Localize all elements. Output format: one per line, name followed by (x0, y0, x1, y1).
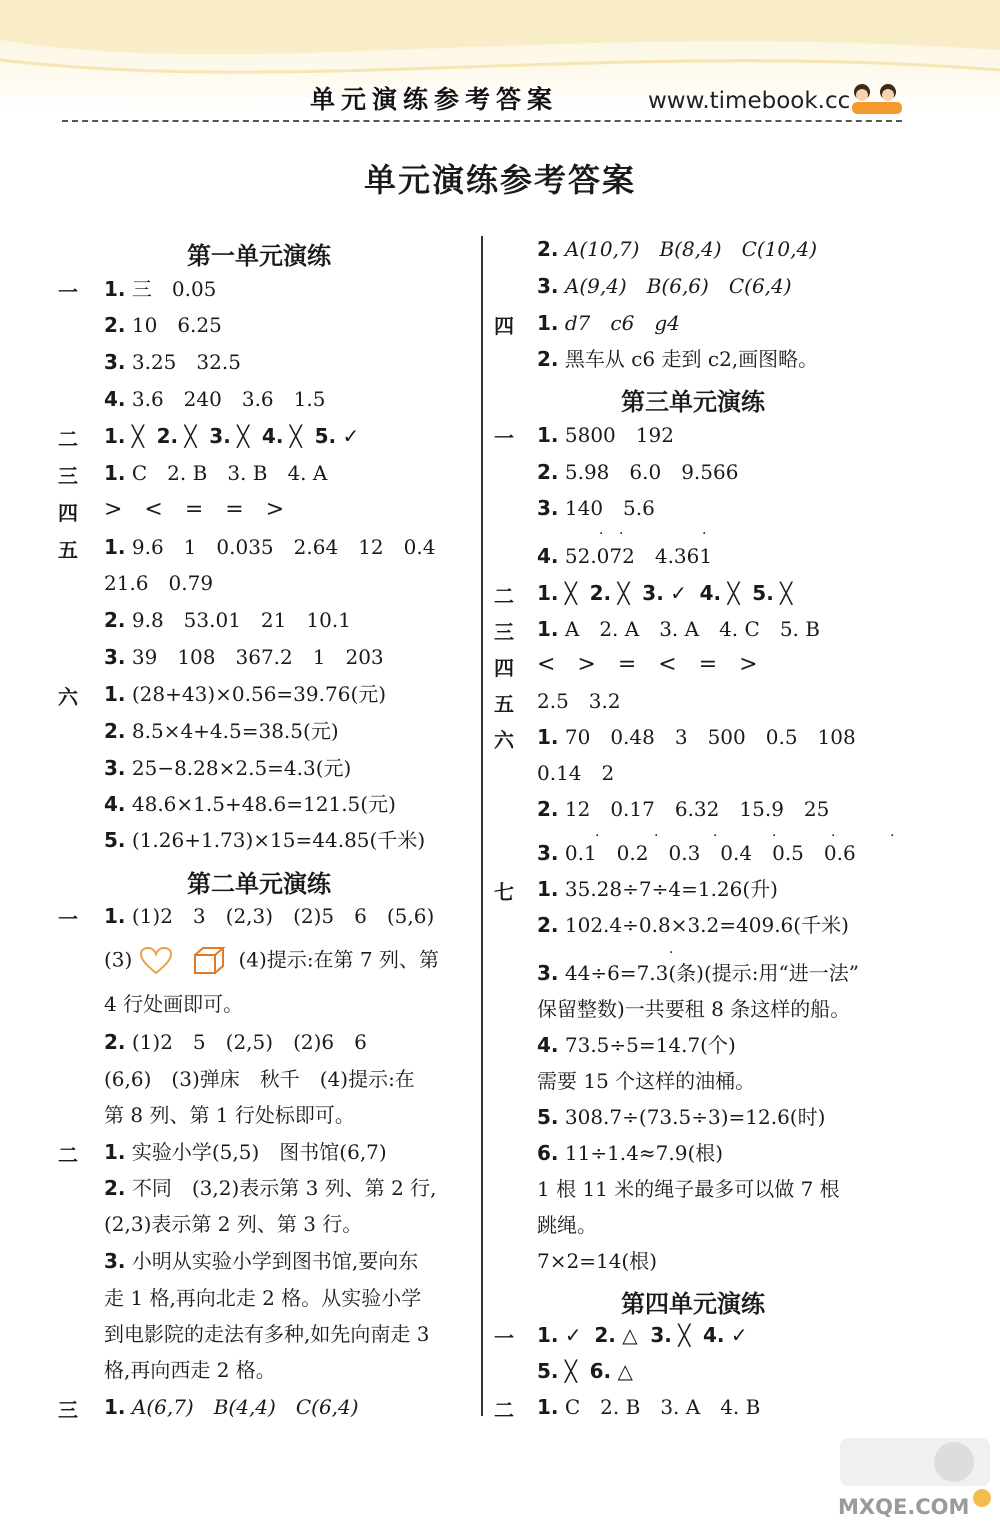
answer-text: A(10,7) B(8,4) C(10,4) (564, 237, 818, 261)
answer-line: 2. 9.8 53.01 21 10.1 (104, 608, 351, 632)
answer-text: (6,6) (3)弹床 秋千 (4)提示:在 (104, 1067, 415, 1091)
answer-text: (2,3)表示第 2 列、第 3 行。 (104, 1212, 363, 1236)
answer-text: 0.14 2 (537, 761, 615, 785)
answer-line: 2. 102.4÷0.8×3.2=409.6(千米) (537, 913, 849, 937)
answer-line: 1. ╳ 2. ╳ 3. ✓ 4. ╳ 5. ╳ (537, 581, 793, 605)
answer-line: 1. A(6,7) B(4,4) C(6,4) (104, 1395, 359, 1419)
answer-text: 4 行处画即可。 (104, 992, 244, 1016)
answer-text: (1)2 3 (2,3) (2)5 6 (5,6) (131, 904, 435, 928)
answer-line: 1. 9.6 1 0.035 2.64 12 0.4 (104, 535, 436, 559)
answer-line: 2. (1)2 5 (2,5) (2)6 6 (104, 1030, 367, 1054)
answer-line: 2. 8.5×4+4.5=38.5(元) (104, 719, 339, 743)
answer-text: 73.5÷5=14.7(个) (564, 1033, 736, 1057)
answer-text: (4)提示:在第 7 列、第 (238, 947, 439, 972)
answer-line: 3. 3.25 32.5 (104, 350, 241, 374)
answer-text: 12 0.17 6.32 15.9 25 (564, 797, 830, 821)
answer-line: 1. ✓ 2. △ 3. ╳ 4. ✓ (537, 1323, 748, 1347)
answer-line: 4. 52.072 4.361 (537, 544, 713, 568)
cross-icon: ╳ (564, 1359, 577, 1383)
section-label: 二 (58, 427, 78, 451)
answer-line: 5. 308.7÷(73.5÷3)=12.6(时) (537, 1105, 826, 1129)
answer-text: 39 108 367.2 1 203 (131, 645, 384, 669)
answer-text: 小明从实验小学到图书馆,要向东 (131, 1249, 419, 1273)
column-divider (481, 236, 483, 1416)
answer-line: 4. 48.6×1.5+48.6=121.5(元) (104, 792, 396, 816)
page-title: 单元演练参考答案 (363, 161, 636, 199)
check-icon: ✓ (342, 424, 360, 448)
answer-text: 8.5×4+4.5=38.5(元) (131, 719, 339, 743)
unit-heading-4: 第四单元演练 (621, 1290, 765, 1318)
unit-heading-2: 第二单元演练 (187, 870, 331, 898)
answer-text: 140 5.6 (564, 496, 655, 520)
answer-line: 3. 44÷6=7.3(条)(提示:用“进一法” (537, 961, 859, 985)
check-icon: ✓ (564, 1323, 582, 1347)
section-label: 一 (494, 1326, 514, 1350)
answer-line: 2. 10 6.25 (104, 313, 222, 337)
answer-line: 3. 0.1 0.2 0.3 0.4 0.5 0.6 (537, 841, 856, 865)
answer-text: A(6,7) B(4,4) C(6,4) (131, 1395, 359, 1419)
repeating-dot: · (702, 526, 707, 542)
answer-text: 44÷6=7.3(条)(提示:用“进一法” (564, 961, 859, 985)
answer-text: 不同 (3,2)表示第 3 列、第 2 行, (131, 1176, 437, 1200)
answer-text: 第 8 列、第 1 行处标即可。 (104, 1103, 355, 1127)
answer-line: 1. 70 0.48 3 500 0.5 108 (537, 725, 856, 749)
answer-text: 需要 15 个这样的油桶。 (537, 1069, 756, 1093)
repeating-dot: · (890, 828, 895, 844)
cross-icon: ╳ (184, 424, 197, 448)
watermark-text: MXQE.COM (838, 1495, 970, 1519)
section-label: 一 (58, 907, 78, 931)
answer-text: (1)2 5 (2,5) (2)6 6 (131, 1030, 367, 1054)
answer-text: d7 c6 g4 (564, 311, 680, 335)
heart-icon (139, 946, 173, 976)
answer-text: 5800 192 (564, 423, 674, 447)
answer-line: 1. (1)2 3 (2,3) (2)5 6 (5,6) (104, 904, 435, 928)
cube-icon (192, 946, 226, 976)
cross-icon: ╳ (289, 424, 302, 448)
answer-text: 9.6 1 0.035 2.64 12 0.4 (131, 535, 436, 559)
triangle-icon: △ (617, 1359, 633, 1383)
answer-line: 1. (28+43)×0.56=39.76(元) (104, 682, 387, 706)
cross-icon: ╳ (678, 1323, 691, 1347)
answer-text: (28+43)×0.56=39.76(元) (131, 682, 387, 706)
check-icon: ✓ (730, 1323, 748, 1347)
repeating-dot: · (654, 828, 659, 844)
answer-text: 实验小学(5,5) 图书馆(6,7) (131, 1140, 387, 1164)
section-label: 三 (58, 1398, 78, 1422)
answer-line: 5. (1.26+1.73)×15=44.85(千米) (104, 828, 426, 852)
cross-icon: ╳ (131, 424, 144, 448)
answer-line: 1. 实验小学(5,5) 图书馆(6,7) (104, 1140, 387, 1164)
answer-line: 5. ╳ 6. △ (537, 1359, 633, 1383)
section-label: 一 (58, 280, 78, 304)
answer-line: 2. 12 0.17 6.32 15.9 25 (537, 797, 830, 821)
section-label: 二 (58, 1143, 78, 1167)
answer-line: 3. 140 5.6 (537, 496, 655, 520)
answer-text: 35.28÷7÷4=1.26(升) (564, 877, 778, 901)
header-url: www.timebook.cc (648, 88, 851, 114)
answer-text: 跳绳。 (537, 1213, 597, 1237)
check-icon: ✓ (670, 581, 687, 605)
answer-text: 三 0.05 (131, 277, 217, 301)
answer-text: 308.7÷(73.5÷3)=12.6(时) (564, 1105, 826, 1129)
header-divider (62, 120, 902, 122)
section-label: 五 (58, 538, 78, 562)
section-label: 三 (494, 620, 514, 644)
answer-text: 52.072 4.361 (564, 544, 713, 568)
answer-text: 2.5 3.2 (537, 689, 621, 713)
section-label: 二 (494, 584, 514, 608)
answer-line: 1. C 2. B 3. B 4. A (104, 461, 328, 485)
repeating-dot: · (595, 828, 600, 844)
answer-text: 25−8.28×2.5=4.3(元) (131, 756, 352, 780)
answer-line: 1. ╳ 2. ╳ 3. ╳ 4. ╳ 5. ✓ (104, 424, 360, 448)
section-label: 七 (494, 880, 514, 904)
repeating-dot: · (599, 526, 604, 542)
answer-line: 4. 3.6 240 3.6 1.5 (104, 387, 326, 411)
answer-text: 9.8 53.01 21 10.1 (131, 608, 351, 632)
answer-text: C 2. B 3. A 4. B (564, 1395, 761, 1419)
answer-line: 2. 黑车从 c6 走到 c2,画图略。 (537, 347, 819, 371)
answer-line: (3) (4)提示:在第 7 列、第 (104, 946, 439, 976)
answer-text: > < = = > (104, 497, 285, 522)
cross-icon: ╳ (237, 424, 250, 448)
answer-line: 1. d7 c6 g4 (537, 311, 680, 335)
answer-line: 1. C 2. B 3. A 4. B (537, 1395, 761, 1419)
section-label: 四 (494, 656, 514, 680)
cross-icon: ╳ (727, 581, 740, 605)
answer-text: A(9,4) B(6,6) C(6,4) (564, 274, 792, 298)
section-label: 五 (494, 692, 514, 716)
answer-text: 3.25 32.5 (131, 350, 241, 374)
section-label: 六 (58, 685, 78, 709)
answer-line: 2. 5.98 6.0 9.566 (537, 460, 739, 484)
answer-text: 5.98 6.0 9.566 (564, 460, 739, 484)
repeating-dot: · (619, 526, 624, 542)
answer-text: < > = < = > (537, 652, 758, 677)
answer-line: 3. 39 108 367.2 1 203 (104, 645, 384, 669)
section-label: 三 (58, 464, 78, 488)
section-label: 二 (494, 1398, 514, 1422)
answer-text: 格,再向西走 2 格。 (104, 1358, 276, 1382)
section-label: 六 (494, 728, 514, 752)
section-label: 一 (494, 426, 514, 450)
answer-text: 黑车从 c6 走到 c2,画图略。 (564, 347, 819, 371)
answer-text: 0.1 0.2 0.3 0.4 0.5 0.6 (564, 841, 856, 865)
repeating-dot: · (831, 828, 836, 844)
answer-text: 走 1 格,再向北走 2 格。从实验小学 (104, 1286, 422, 1310)
kids-mascot-icon (842, 82, 912, 116)
repeating-dot: · (713, 828, 718, 844)
answer-line: 1. A 2. A 3. A 4. C 5. B (537, 617, 820, 641)
answer-text: 10 6.25 (131, 313, 222, 337)
repeating-dot: · (772, 828, 777, 844)
repeating-dot: · (669, 945, 674, 961)
answer-text: C 2. B 3. B 4. A (131, 461, 328, 485)
answer-text: 3.6 240 3.6 1.5 (131, 387, 326, 411)
cross-icon: ╳ (564, 581, 577, 605)
answer-line: 6. 11÷1.4≈7.9(根) (537, 1141, 724, 1165)
answer-text: A 2. A 3. A 4. C 5. B (564, 617, 820, 641)
answer-line: 3. A(9,4) B(6,6) C(6,4) (537, 274, 792, 298)
unit-heading-1: 第一单元演练 (187, 242, 331, 270)
section-label: 四 (494, 314, 514, 338)
watermark-logo (832, 1432, 998, 1520)
answer-line: 4. 73.5÷5=14.7(个) (537, 1033, 736, 1057)
answer-line: 2. A(10,7) B(8,4) C(10,4) (537, 237, 818, 261)
answer-text: 70 0.48 3 500 0.5 108 (564, 725, 856, 749)
answer-text: 11÷1.4≈7.9(根) (564, 1141, 724, 1165)
section-label: 四 (58, 501, 78, 525)
unit-heading-3: 第三单元演练 (621, 388, 765, 416)
answer-line: 3. 25−8.28×2.5=4.3(元) (104, 756, 352, 780)
answer-text: 102.4÷0.8×3.2=409.6(千米) (564, 913, 849, 937)
answer-text: (1.26+1.73)×15=44.85(千米) (131, 828, 426, 852)
answer-text: 保留整数)一共要租 8 条这样的船。 (537, 997, 851, 1021)
answer-text: 21.6 0.79 (104, 571, 214, 595)
triangle-icon: △ (622, 1323, 638, 1347)
answer-line: 1. 35.28÷7÷4=1.26(升) (537, 877, 778, 901)
answer-line: 1. 5800 192 (537, 423, 674, 447)
cross-icon: ╳ (780, 581, 793, 605)
answer-line: 1. 三 0.05 (104, 277, 217, 301)
answer-line: 3. 小明从实验小学到图书馆,要向东 (104, 1249, 419, 1273)
answer-line: 2. 不同 (3,2)表示第 3 列、第 2 行, (104, 1176, 437, 1200)
answer-text: 48.6×1.5+48.6=121.5(元) (131, 792, 396, 816)
header-title: 单元演练参考答案 (310, 85, 559, 114)
answer-text: 7×2=14(根) (537, 1249, 658, 1273)
answer-text: 1 根 11 米的绳子最多可以做 7 根 (537, 1177, 840, 1201)
answer-text: 到电影院的走法有多种,如先向南走 3 (104, 1322, 430, 1346)
cross-icon: ╳ (617, 581, 630, 605)
